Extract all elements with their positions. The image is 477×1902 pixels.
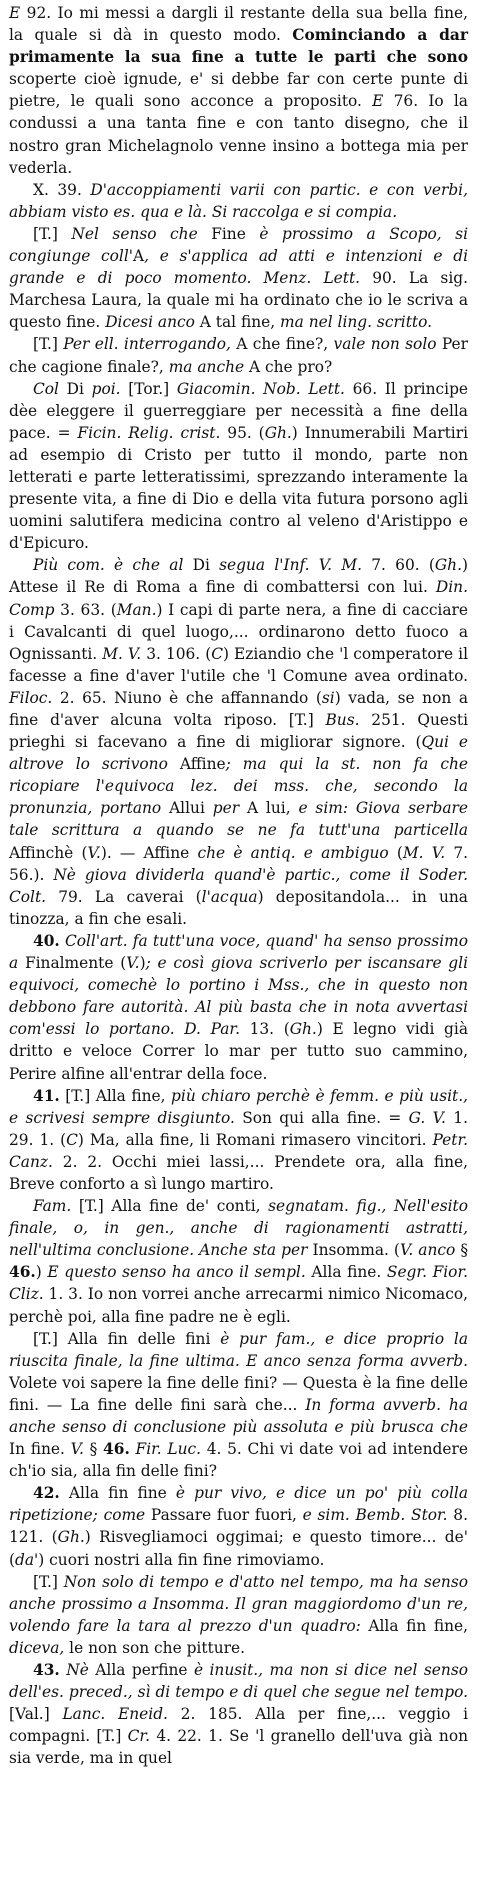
italic-text: si xyxy=(321,688,335,707)
dictionary-paragraph xyxy=(9,1482,468,1570)
body-text: Insomma. ( xyxy=(307,1241,400,1260)
italic-text: Dicesi anco xyxy=(105,313,195,332)
body-text: 251. Questi prieghi si facevano a fine di migliorar signore. ( xyxy=(9,711,469,752)
italic-text: ma anche xyxy=(168,357,245,376)
dictionary-paragraph xyxy=(9,1328,468,1483)
italic-text: per xyxy=(212,799,240,818)
body-text: Passare fuor fuori, xyxy=(145,1506,303,1525)
body-text: ( xyxy=(388,843,403,862)
italic-text: Gh. xyxy=(57,1528,85,1547)
dictionary-paragraph xyxy=(9,223,468,333)
body-text: [T.] xyxy=(33,224,72,243)
body-text: ) I capi di parte nera, a fine di cacciare i Cavalcanti di quel luogo,... ordinarono detto fuoco a Ognissanti. xyxy=(9,600,468,663)
italic-text: C xyxy=(211,644,223,663)
bold-text: Cominciando a dar primamente la sua fine a tutte le parti che sono xyxy=(9,26,468,67)
italic-text: più chiaro perchè è femm. e più usit., e scrivesi sempre disgiunto. xyxy=(9,1086,468,1127)
italic-text: ma nel ling. scritto. xyxy=(280,313,432,332)
body-text: In fine. xyxy=(9,1440,71,1459)
body-text: Alla fine. xyxy=(305,1263,387,1282)
body-text: ) vada, se non a fine d'aver alcuna volta riposo. [T.] xyxy=(9,688,468,729)
dictionary-paragraph xyxy=(9,333,468,377)
bold-text: 46. xyxy=(9,1263,36,1282)
italic-text: V. xyxy=(126,954,140,973)
italic-text: , e s'applica ad atti e intenzioni e di grande e di poco momento. Menz. Lett. xyxy=(9,247,468,288)
bold-text: 41. xyxy=(33,1086,60,1105)
body-text: Finalmente ( xyxy=(18,954,127,973)
italic-text: M. V. xyxy=(402,843,446,862)
italic-text: Col xyxy=(33,379,59,398)
body-text: ) Risvegliamoci oggimai; e questo timore... de' ( xyxy=(9,1528,468,1569)
italic-text: E questo senso ha anco il sempl. xyxy=(47,1263,306,1282)
body-text: A che fine?, xyxy=(230,335,334,354)
italic-text: è inusit., ma non si dice nel senso dell'es. preced., sì di tempo e di quel che segue nel tempo. xyxy=(9,1661,468,1702)
body-text: [T.] xyxy=(33,1572,64,1591)
body-text: [Val.] xyxy=(9,1705,63,1724)
italic-text: e sim: Giova serbare tale scrittura a quando se ne fa tutt'una particella xyxy=(9,799,468,840)
body-text: X. 39. xyxy=(33,180,91,199)
body-text: 8. 121. ( xyxy=(9,1506,468,1547)
italic-text: C xyxy=(66,1130,78,1149)
bold-text: 46. xyxy=(103,1440,130,1459)
italic-text: che è antiq. e ambiguo xyxy=(197,843,389,862)
italic-text: da' xyxy=(15,1550,39,1569)
italic-text: è pur vivo, e dice un po' più colla ripetizione; come xyxy=(9,1484,469,1525)
bold-text: 40. xyxy=(33,931,60,950)
italic-text: Gh. xyxy=(434,556,462,575)
italic-text: Bus. xyxy=(325,711,360,729)
body-text: Allui xyxy=(161,799,213,818)
italic-text: poi. xyxy=(91,379,121,398)
body-text: [T.] Alla fin delle fini xyxy=(33,1329,221,1348)
body-text: ) xyxy=(139,954,146,973)
italic-text: Nè giova dividerla quand'è partic., come il Soder. Colt. xyxy=(9,865,468,906)
body-text: Affine xyxy=(167,755,226,774)
body-text: ) depositandola... in una tinozza, a fin che esali. xyxy=(9,887,468,928)
body-text: ) Innumerabili Martiri ad esempio di Cristo per tutto il mondo, parte non letterati e parte letteratissimi, sprezzando interamente la presente vita, a fine di Dio e della vita futura porsono agli uomini salutifera medicina contro al veleno d'Aristippo e d'Epicuro. xyxy=(9,423,468,553)
italic-text: Per ell. interrogando, xyxy=(63,335,231,354)
body-text: A che pro? xyxy=(244,357,333,376)
body-text: Di xyxy=(58,379,92,398)
body-text: ) Ma, alla fine, li Romani rimasero vincitori. xyxy=(77,1130,433,1149)
body-text: 92. Io mi messi a dargli il restante della sua bella fine, la quale si dà in questo modo. xyxy=(9,4,468,45)
body-text: ) Attese il Re di Roma a fine di combattersi con lui. xyxy=(9,556,469,597)
body-text: scoperte cioè ignude, e' si debbe far con certe punte di pietre, le quali sono acconce a proposito. xyxy=(9,70,468,111)
body-text: [T.] Alla fine de' conti, xyxy=(71,1197,269,1216)
italic-text: vale non solo xyxy=(333,335,437,354)
body-text: ) Eziandio che 'l comperatore il facesse a fine d'aver l'utile che 'l Comune avea ordinato. xyxy=(9,644,469,685)
italic-text: l'acqua xyxy=(201,887,258,906)
body-text: 90. La sig. Marchesa Laura, la quale mi ha ordinato che io le scriva a questo fine. xyxy=(9,269,468,332)
dictionary-paragraph xyxy=(9,554,468,930)
dictionary-paragraph xyxy=(9,2,468,179)
body-text: Fine xyxy=(197,224,260,243)
body-text: Di xyxy=(183,556,220,575)
body-text: A lui, xyxy=(239,799,299,818)
italic-text: Gh. xyxy=(264,423,292,442)
body-text: [Tor.] xyxy=(120,379,177,398)
italic-text: Giacomin. Nob. Lett. xyxy=(176,379,345,398)
body-text: Per che cagione finale?, xyxy=(9,335,468,376)
body-text: A tal fine, xyxy=(194,313,281,332)
body-text: 95. ( xyxy=(220,423,265,442)
italic-text: E xyxy=(372,92,384,111)
italic-text: Petr. Canz. xyxy=(9,1130,468,1171)
italic-text: Ficin. Relig. crist. xyxy=(77,423,221,442)
body-text: § xyxy=(83,1440,104,1459)
body-text: 66. Il principe dèe eleggere il guerreggiare per necessità a fine della pace. = xyxy=(9,379,469,442)
body-text: 1. 29. 1. ( xyxy=(9,1108,468,1149)
dictionary-paragraph xyxy=(9,1571,468,1659)
italic-text: Nel senso che xyxy=(71,224,198,243)
italic-text: Fir. Luc. xyxy=(135,1440,202,1459)
italic-text: e sim. Bemb. Stor. xyxy=(302,1506,448,1525)
italic-text: E xyxy=(9,4,21,22)
body-text: ) xyxy=(35,1263,48,1282)
body-text: 3. 106. ( xyxy=(141,644,212,663)
italic-text: Nè xyxy=(66,1661,89,1680)
italic-text: G. V. xyxy=(408,1108,446,1127)
italic-text: V. anco xyxy=(399,1241,456,1260)
italic-text: segua l'Inf. V. M. xyxy=(219,556,362,575)
dictionary-paragraph xyxy=(9,1085,468,1195)
body-text: Alla perfine xyxy=(88,1661,194,1680)
body-text: 2. 2. Occhi miei lassi,... Prendete ora, alla fine, Breve conforto a sì lungo martiro. xyxy=(9,1152,468,1193)
italic-text: Coll'art. fa tutt'una voce, quand' ha senso prossimo a xyxy=(9,931,468,973)
body-text: 3. 63. ( xyxy=(54,600,117,619)
italic-text: segnatam. fig., Nell'esito finale, o, in gen., anche di ragionamenti astratti, nell'ultima conclusione. Anche sta per xyxy=(9,1197,468,1260)
body-text: 79. La caverai ( xyxy=(46,887,202,906)
italic-text: V. xyxy=(70,1440,84,1459)
italic-text: Segr. Fior. Cliz. xyxy=(9,1263,468,1304)
italic-text: è pur fam., e dice proprio la riuscita finale, la fine ultima. E anco senza forma avverb. xyxy=(9,1329,468,1370)
body-text: ) E legno vidi già dritto e veloce Correr lo mar per tutto suo cammino, Perire alfine all'entrar della foce. xyxy=(9,1020,468,1083)
body-text: 4. 22. 1. Se 'l granello dell'uva già non sia verde, ma in quel xyxy=(9,1727,468,1768)
italic-text: diceva, xyxy=(9,1638,65,1657)
bold-text: 43. xyxy=(33,1661,60,1680)
body-text: § xyxy=(455,1241,469,1260)
italic-text: V. xyxy=(87,843,101,862)
body-text: 7. 60. ( xyxy=(361,556,435,575)
body-text: ) cuori nostri alla fin fine rimoviamo. xyxy=(38,1550,325,1569)
italic-text: Non solo di tempo e d'atto nel tempo, ma ha senso anche prossimo a Insomma. Il gran maggiordomo d'un re, volendo fare la tara al prezzo d'un quadro: xyxy=(9,1572,469,1635)
dictionary-paragraph xyxy=(9,1195,468,1328)
italic-text: Qui e altrove lo scrivono xyxy=(9,733,469,774)
italic-text: Più com. è che al xyxy=(33,556,184,575)
body-text: Volete voi sapere la fine delle fini? — Questa è la fine delle fini. — La fine delle fini sarà che... xyxy=(9,1373,468,1414)
body-text: 13. ( xyxy=(239,1020,290,1039)
italic-text: è prossimo a Scopo, si congiunge coll' xyxy=(9,224,469,266)
body-text: [T.] Alla fine, xyxy=(59,1086,172,1105)
italic-text: Lanc. Eneid. xyxy=(62,1705,168,1724)
dictionary-paragraph xyxy=(9,930,468,1085)
dictionary-paragraph xyxy=(9,1659,468,1769)
italic-text: Din. Comp xyxy=(9,578,468,619)
italic-text: In forma avverb. ha anche senso di conclusione più assoluta e più brusca che xyxy=(9,1395,468,1436)
italic-text: Gh. xyxy=(289,1020,317,1039)
body-text: 76. Io la condussi a una tanta fine e con tanto disegno, che il nostro gran Michelagnolo venne insino a bottega mia per vederla. xyxy=(9,92,468,177)
italic-text: Cr. xyxy=(127,1727,150,1746)
dictionary-paragraph xyxy=(9,378,468,555)
body-text: [T.] xyxy=(33,335,64,354)
body-text: 7. 56.). xyxy=(9,843,469,884)
bold-text: 42. xyxy=(33,1484,60,1503)
italic-text: Filoc. xyxy=(9,688,53,707)
body-text: 4. 5. Chi vi date voi ad intendere ch'io sia, alla fin delle fini? xyxy=(9,1440,468,1481)
body-text: Son qui alla fine. = xyxy=(234,1108,409,1127)
body-text: A xyxy=(133,247,145,266)
italic-text: D'accoppiamenti varii con partic. e con verbi, abbiam visto es. qua e là. Si raccolga e si compia. xyxy=(9,180,468,221)
dictionary-paragraph xyxy=(9,179,468,223)
body-text: 2. 65. Niuno è che affannando ( xyxy=(52,688,322,707)
body-text: Alla fin fine, xyxy=(360,1616,468,1635)
italic-text: ; ma qui la st. non fa che ricopiare l'equivoca lez. dei mss. che, secondo la pronunzia, portano xyxy=(9,755,468,818)
italic-text: ; e così giova scriverlo per iscansare gli equivoci, comechè lo portino i Mss., che in questo non debbono fare autorità. Al più basta che in nota avvertasi com'essi lo portano. D. Par. xyxy=(9,954,469,1039)
body-text: le non son che pitture. xyxy=(64,1638,245,1657)
body-text: 1. 3. Io non vorrei anche arrecarmi nimico Nicomaco, perchè poi, alla fine padre ne è egli. xyxy=(9,1285,468,1326)
italic-text: Man. xyxy=(116,600,157,619)
body-text: 2. 185. Alla per fine,... veggio i compagni. [T.] xyxy=(9,1705,469,1746)
body-text: Affinchè ( xyxy=(9,843,88,862)
body-text: Alla fin fine xyxy=(59,1484,176,1503)
italic-text: M. V. xyxy=(102,644,142,663)
italic-text: Fam. xyxy=(33,1197,72,1216)
body-text: ). — Affine xyxy=(100,843,198,862)
